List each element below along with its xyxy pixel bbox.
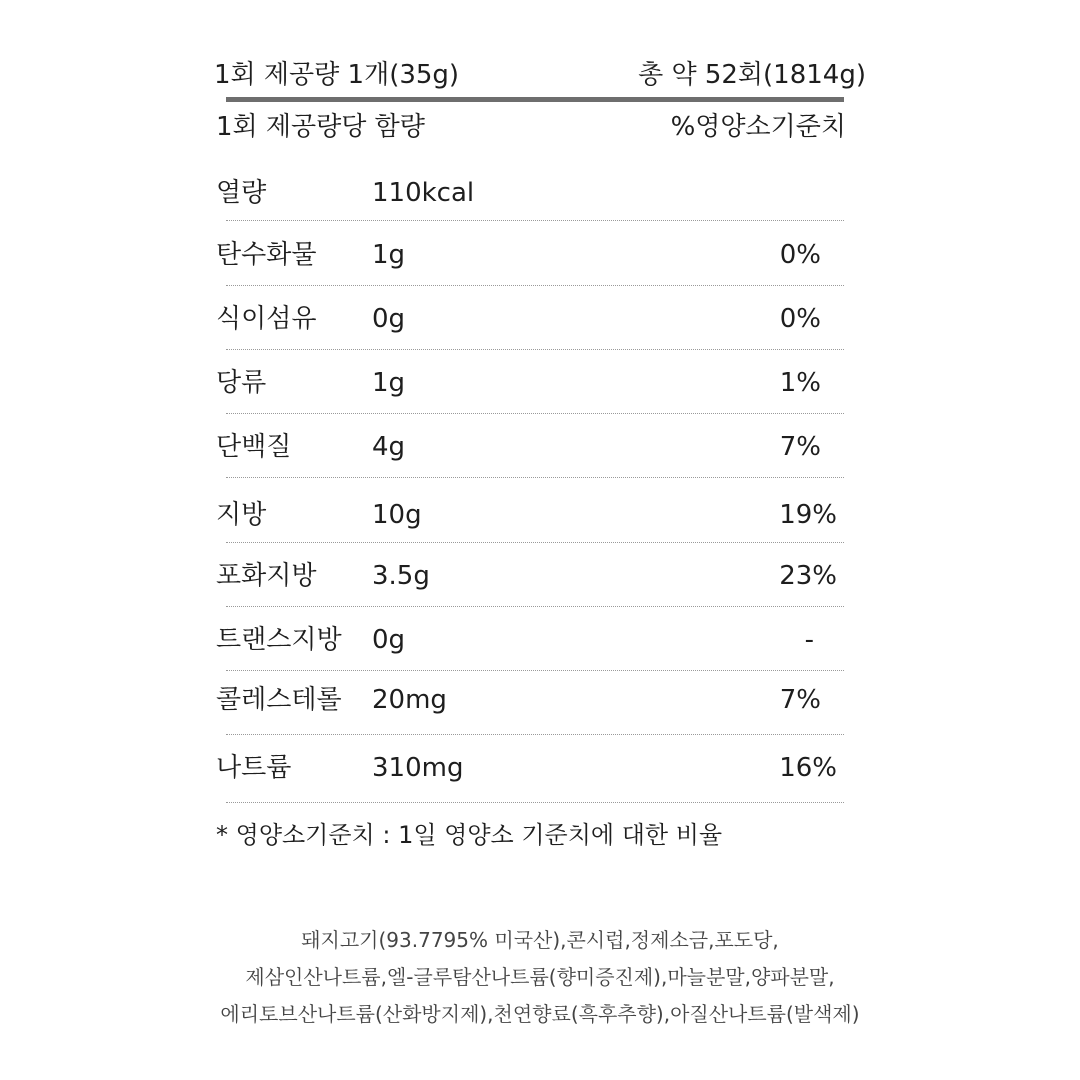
nutrient-label: 나트륨 — [216, 753, 292, 783]
row-divider — [226, 349, 844, 350]
nutrient-amount: 0g — [372, 625, 406, 655]
nutrient-amount: 310mg — [372, 753, 464, 783]
nutrient-amount: 3.5g — [372, 561, 430, 591]
nutrient-amount: 4g — [372, 432, 406, 462]
per-serving-label: 1회 제공량당 함량 — [216, 112, 425, 142]
nutrient-percent: - — [804, 625, 814, 655]
nutrient-label: 단백질 — [216, 432, 292, 462]
row-divider — [226, 606, 844, 607]
nutrient-label: 식이섬유 — [216, 304, 317, 334]
nutrient-percent: 7% — [779, 432, 821, 462]
nutrient-label: 당류 — [216, 368, 267, 398]
ingredients-line: 제삼인산나트륨,엘-글루탐산나트륨(향미증진제),마늘분말,양파분말, — [245, 965, 835, 989]
nutrient-percent: 0% — [779, 304, 821, 334]
nutrient-percent: 16% — [779, 753, 837, 783]
row-divider — [226, 477, 844, 478]
nutrient-amount: 1g — [372, 240, 406, 270]
nutrient-percent: 19% — [779, 500, 837, 530]
total-servings: 총 약 52회(1814g) — [638, 60, 866, 90]
nutrient-percent: 23% — [779, 561, 837, 591]
nutrient-percent: 0% — [779, 240, 821, 270]
nutrient-percent: 7% — [779, 685, 821, 715]
nutrient-label: 트랜스지방 — [216, 625, 342, 655]
row-divider — [226, 285, 844, 286]
footnote: * 영양소기준치 : 1일 영양소 기준치에 대한 비율 — [216, 821, 723, 849]
ingredients-line: 에리토브산나트륨(산화방지제),천연향료(흑후추향),아질산나트륨(발색제) — [220, 1002, 860, 1026]
nutrient-label: 지방 — [216, 500, 267, 530]
nutrient-label: 콜레스테롤 — [216, 685, 342, 715]
header-divider — [226, 97, 844, 102]
nutrient-amount: 10g — [372, 500, 422, 530]
nutrient-label: 탄수화물 — [216, 240, 317, 270]
row-divider — [226, 542, 844, 543]
serving-size: 1회 제공량 1개(35g) — [214, 60, 460, 90]
nutrient-label: 열량 — [216, 178, 267, 208]
row-divider — [226, 220, 844, 221]
ingredients-list — [140, 922, 940, 1033]
nutrient-percent: 1% — [779, 368, 821, 398]
ingredients-line: 돼지고기(93.7795% 미국산),콘시럽,정제소금,포도당, — [301, 928, 779, 952]
row-divider — [226, 734, 844, 735]
nutrient-amount: 20mg — [372, 685, 447, 715]
row-divider — [226, 802, 844, 803]
nutrient-amount: 0g — [372, 304, 406, 334]
row-divider — [226, 413, 844, 414]
daily-value-label: %영양소기준치 — [670, 112, 846, 142]
nutrient-amount: 110kcal — [372, 178, 475, 208]
nutrient-label: 포화지방 — [216, 561, 317, 591]
nutrient-amount: 1g — [372, 368, 406, 398]
row-divider — [226, 670, 844, 671]
